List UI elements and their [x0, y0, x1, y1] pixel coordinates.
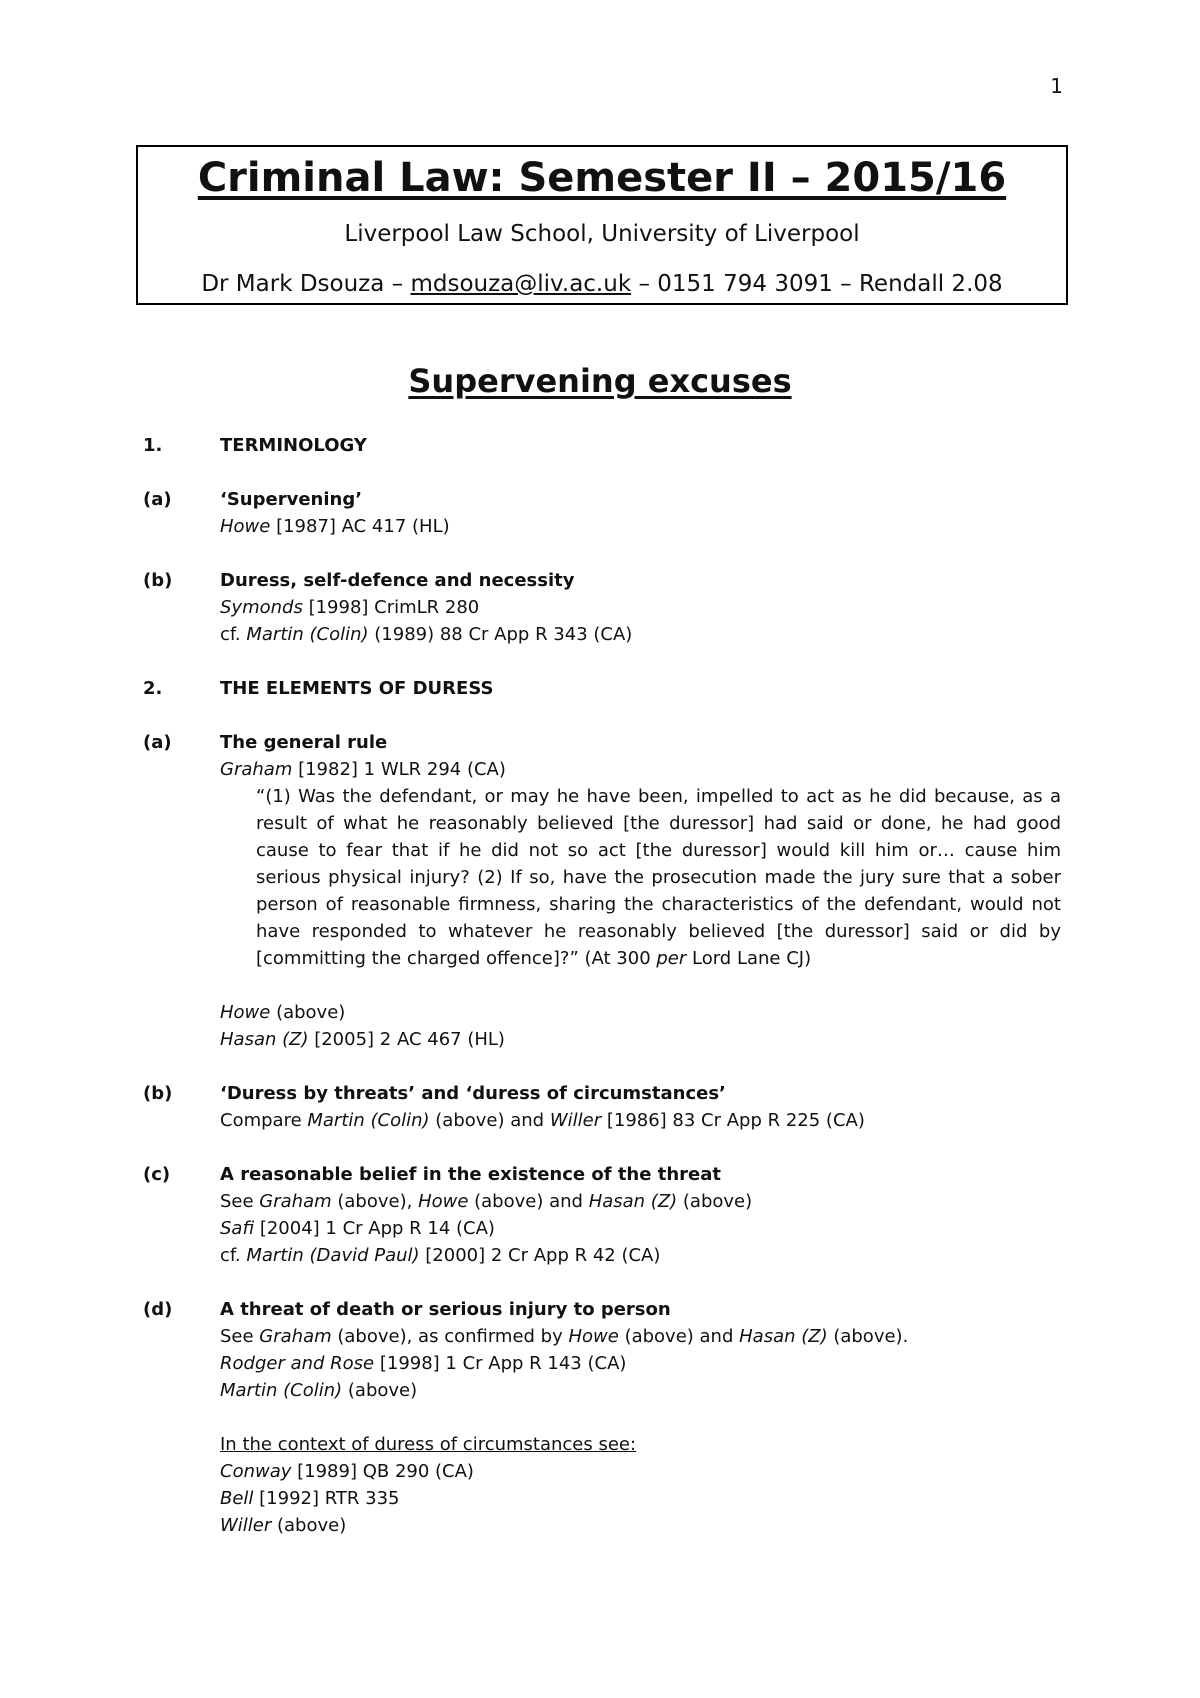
case-citation: Compare Martin (Colin) (above) and Willer [1986] 83 Cr App R 225 (CA) — [220, 1110, 865, 1131]
subsection-label: (b) — [143, 1083, 173, 1104]
case-citation: cf. Martin (David Paul) [2000] 2 Cr App R 42 (CA) — [220, 1245, 661, 1266]
document-body — [143, 432, 1061, 1539]
case-citation: Safi [2004] 1 Cr App R 14 (CA) — [220, 1218, 495, 1239]
institution: Liverpool Law School, University of Liverpool — [344, 221, 860, 247]
contact-details: – 0151 794 3091 – Rendall 2.08 — [631, 271, 1003, 297]
lecturer-contact: Dr Mark Dsouza – mdsouza@liv.ac.uk – 0151 794 3091 – Rendall 2.08 — [201, 271, 1003, 297]
case-citation: Martin (Colin) (above) — [220, 1380, 418, 1401]
section-number: 1. — [143, 435, 163, 456]
document-title: Supervening excuses — [408, 362, 792, 400]
email-link[interactable]: mdsouza@liv.ac.uk — [410, 271, 632, 297]
subsection-title: A reasonable belief in the existence of the threat — [220, 1164, 721, 1185]
case-citation: Howe (above) — [220, 1002, 346, 1023]
subsection — [143, 1296, 1061, 1539]
section-title: THE ELEMENTS OF DURESS — [220, 678, 494, 699]
subsection-title: The general rule — [220, 732, 388, 753]
subsection-label: (a) — [143, 732, 172, 753]
course-title: Criminal Law: Semester II – 2015/16 — [197, 155, 1007, 201]
subsection-title: A threat of death or serious injury to person — [220, 1299, 671, 1320]
subsection-title: ‘Duress by threats’ and ‘duress of circumstances’ — [220, 1083, 726, 1104]
subsection-label: (b) — [143, 570, 173, 591]
case-citation: Symonds [1998] CrimLR 280 — [220, 597, 480, 618]
section-number: 2. — [143, 678, 163, 699]
subsection-label: (c) — [143, 1164, 171, 1185]
subsection — [143, 567, 1061, 648]
subsection-title: Duress, self-defence and necessity — [220, 570, 575, 591]
case-citation: See Graham (above), Howe (above) and Hasan (Z) (above) — [220, 1191, 753, 1212]
subsection-label: (a) — [143, 489, 172, 510]
section-title: TERMINOLOGY — [220, 435, 367, 456]
page-number: 1 — [1050, 74, 1063, 98]
case-citation: Bell [1992] RTR 335 — [220, 1488, 400, 1509]
case-citation: Hasan (Z) [2005] 2 AC 467 (HL) — [220, 1029, 505, 1050]
case-citation: Graham [1982] 1 WLR 294 (CA) — [220, 759, 506, 780]
subsection-title: ‘Supervening’ — [220, 489, 363, 510]
block-quote: “(1) Was the defendant, or may he have been, impelled to act as he did because, as a result of what he reasonably believed [the duressor] had said or done, he had good cause to fear that if he did not so act [the duressor] would kill him or… cause him serious physical injury? (2) If so, have the prosecution made the jury sure that a sober person of reasonable firmness, sharing the characteristics of the defendant, would not have responded to whatever he reasonably believed [the duressor] said or did by [committing the charged offence]?” (At 300 per Lord Lane CJ) — [256, 786, 1061, 969]
subsection-label: (d) — [143, 1299, 173, 1320]
case-citation: Conway [1989] QB 290 (CA) — [220, 1461, 474, 1482]
subsection — [143, 729, 1061, 1053]
case-citation: See Graham (above), as confirmed by Howe (above) and Hasan (Z) (above). — [220, 1326, 909, 1347]
subsection — [143, 486, 1061, 540]
context-heading: In the context of duress of circumstances see: — [220, 1434, 637, 1455]
case-citation: Rodger and Rose [1998] 1 Cr App R 143 (CA) — [220, 1353, 627, 1374]
course-header-box — [136, 145, 1068, 305]
subsection — [143, 1080, 1061, 1134]
subsection — [143, 1161, 1061, 1269]
section-heading — [143, 432, 1061, 459]
lecturer-name: Dr Mark Dsouza — [201, 271, 385, 297]
section-heading — [143, 675, 1061, 702]
case-citation: Willer (above) — [220, 1515, 347, 1536]
case-citation: cf. Martin (Colin) (1989) 88 Cr App R 343 (CA) — [220, 624, 633, 645]
case-citation: Howe [1987] AC 417 (HL) — [220, 516, 450, 537]
